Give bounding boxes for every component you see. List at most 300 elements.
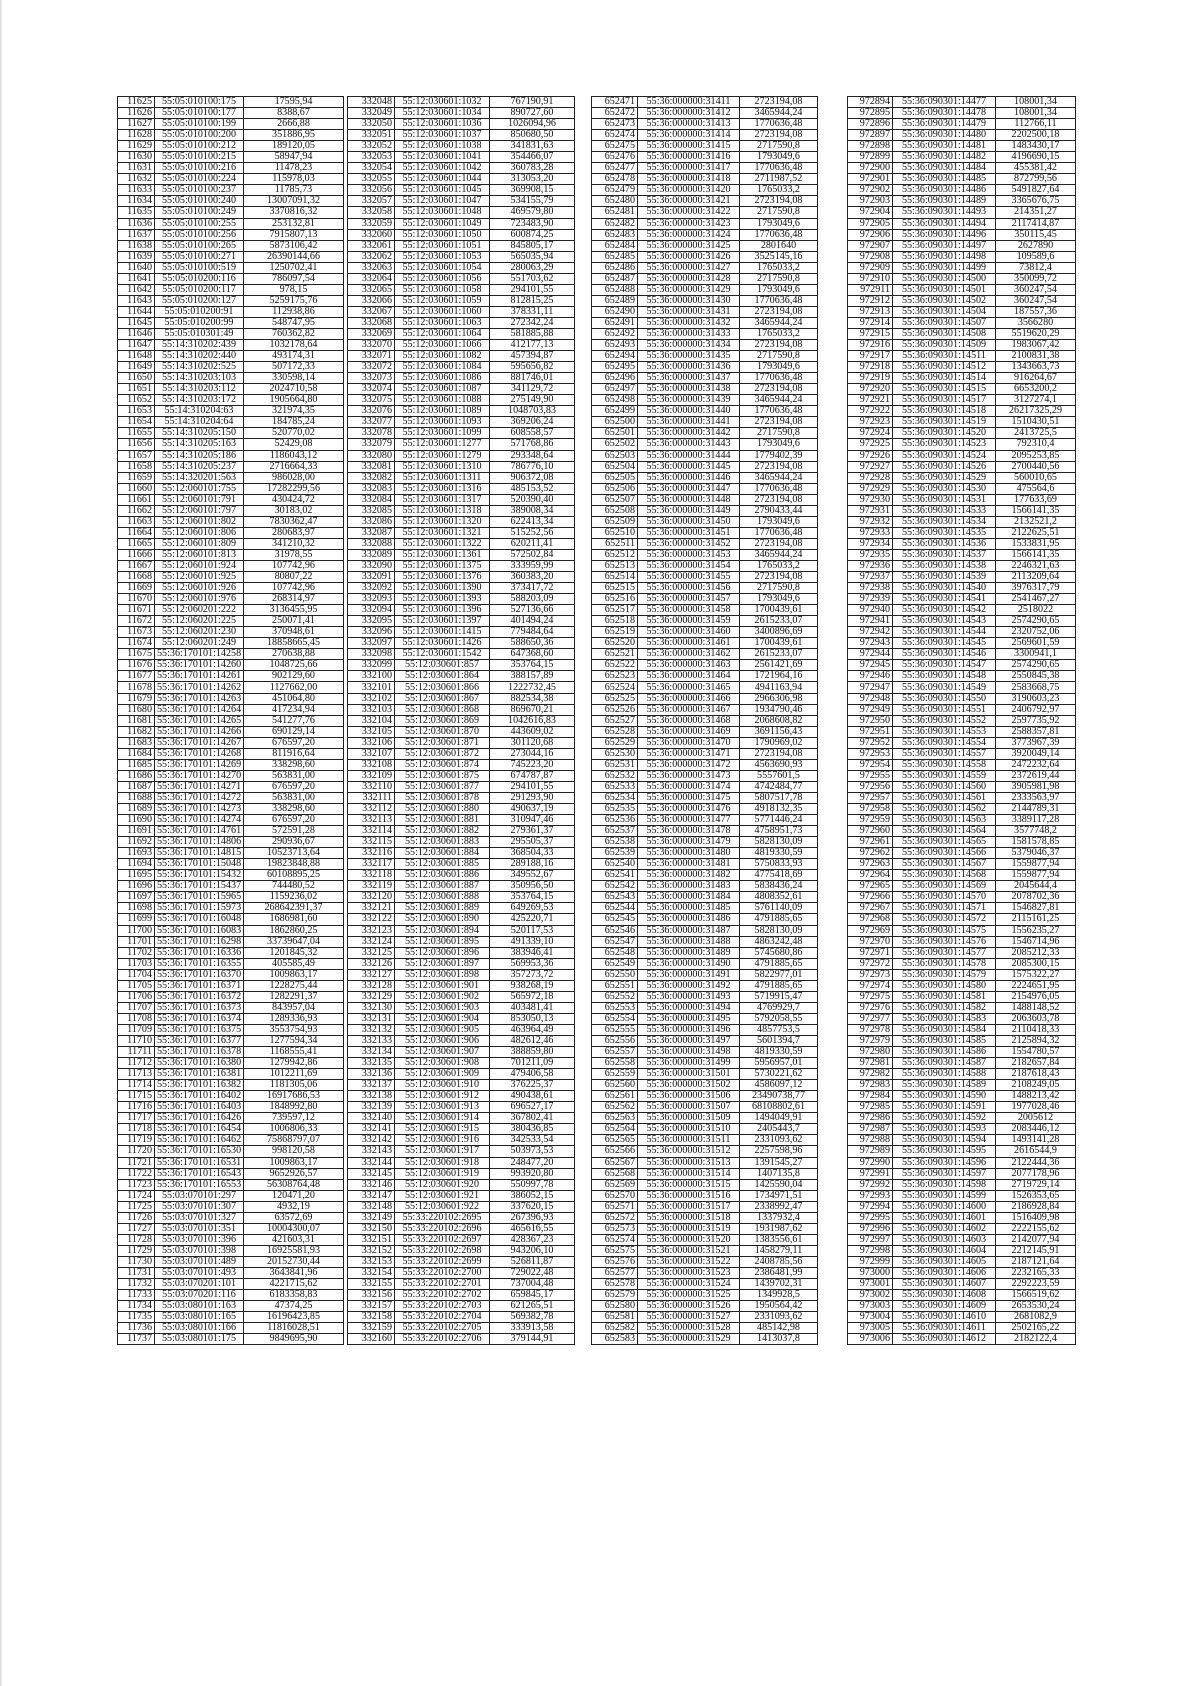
table-row	[592, 715, 818, 726]
cadastral-number: 55:12:030601:1088	[395, 395, 490, 406]
value-cell: 2588357,81	[996, 726, 1076, 737]
cadastral-number: 55:36:170101:15965	[155, 892, 244, 903]
table-row	[592, 815, 818, 826]
row-number: 652527	[592, 715, 638, 726]
table-row	[118, 549, 344, 560]
cadastral-number: 55:36:090301:14520	[893, 428, 996, 439]
row-number: 332099	[348, 660, 395, 671]
row-number: 972969	[848, 925, 893, 936]
row-number: 972903	[848, 196, 893, 207]
cadastral-number: 55:36:000000:31507	[638, 1102, 740, 1113]
value-cell: 2125894,32	[996, 1035, 1076, 1046]
cadastral-number: 55:36:000000:31460	[638, 627, 740, 638]
row-number: 332052	[348, 141, 395, 152]
cadastral-number: 55:36:170101:16402	[155, 1091, 244, 1102]
value-cell: 2472232,64	[996, 759, 1076, 770]
row-number: 973004	[848, 1312, 893, 1323]
table-row	[348, 130, 575, 141]
table-row	[118, 616, 344, 627]
row-number: 11683	[118, 737, 155, 748]
table-row	[118, 892, 344, 903]
row-number: 332106	[348, 737, 395, 748]
row-number: 332154	[348, 1267, 395, 1278]
row-number: 332117	[348, 859, 395, 870]
cadastral-number: 55:12:060101:976	[155, 594, 244, 605]
value-cell: 451064,80	[244, 693, 344, 704]
table-row	[592, 97, 818, 108]
row-number: 652544	[592, 903, 638, 914]
cadastral-number: 55:12:030601:857	[395, 660, 490, 671]
value-cell: 341831,63	[490, 141, 575, 152]
table-row	[592, 892, 818, 903]
row-number: 332150	[348, 1223, 395, 1234]
row-number: 652511	[592, 538, 638, 549]
value-cell: 19823848,88	[244, 859, 344, 870]
value-cell: 350099,72	[996, 273, 1076, 284]
table-row	[848, 483, 1076, 494]
table-row	[348, 792, 575, 803]
row-number: 652522	[592, 660, 638, 671]
value-cell: 330598,14	[244, 373, 344, 384]
value-cell: 2583668,75	[996, 682, 1076, 693]
table-row	[848, 1290, 1076, 1301]
table-row	[592, 947, 818, 958]
value-cell: 388859,80	[490, 1047, 575, 1058]
row-number: 652556	[592, 1035, 638, 1046]
cadastral-number: 55:36:090301:14545	[893, 638, 996, 649]
value-cell: 1526353,65	[996, 1190, 1076, 1201]
value-cell: 2320752,06	[996, 627, 1076, 638]
cadastral-number: 55:36:090301:14592	[893, 1113, 996, 1124]
cadastral-number: 55:05:010100:255	[155, 218, 244, 229]
table-row	[848, 450, 1076, 461]
value-cell: 812815,25	[490, 295, 575, 306]
table-row	[592, 351, 818, 362]
cadastral-number: 55:36:000000:31520	[638, 1234, 740, 1245]
row-number: 11732	[118, 1279, 155, 1290]
table-row	[348, 704, 575, 715]
cadastral-number: 55:36:000000:31442	[638, 428, 740, 439]
cadastral-number: 55:36:090301:14612	[893, 1334, 996, 1345]
row-number: 332075	[348, 395, 395, 406]
value-cell: 2405443,7	[740, 1124, 818, 1135]
value-cell: 107742,96	[244, 583, 344, 594]
cadastral-number: 55:36:170101:16381	[155, 1069, 244, 1080]
row-number: 652513	[592, 560, 638, 571]
cadastral-number: 55:36:000000:31433	[638, 328, 740, 339]
cadastral-number: 55:12:030601:1311	[395, 472, 490, 483]
row-number: 332130	[348, 1002, 395, 1013]
row-number: 11720	[118, 1146, 155, 1157]
row-number: 11678	[118, 682, 155, 693]
row-number: 11655	[118, 428, 155, 439]
value-cell: 1770636,48	[740, 373, 818, 384]
table-row	[118, 560, 344, 571]
cadastral-number: 55:36:170101:14815	[155, 848, 244, 859]
value-cell: 2561421,69	[740, 660, 818, 671]
table-row	[848, 980, 1076, 991]
row-number: 11635	[118, 207, 155, 218]
row-number: 652542	[592, 881, 638, 892]
row-number: 11632	[118, 174, 155, 185]
row-number: 11702	[118, 947, 155, 958]
table-row	[592, 980, 818, 991]
cadastral-number: 55:03:070101:489	[155, 1256, 244, 1267]
value-cell: 23490738,77	[740, 1091, 818, 1102]
value-cell: 428367,23	[490, 1234, 575, 1245]
row-number: 11737	[118, 1334, 155, 1345]
row-number: 11713	[118, 1069, 155, 1080]
cadastral-number: 55:36:170101:16373	[155, 1002, 244, 1013]
value-cell: 2574290,65	[996, 660, 1076, 671]
value-cell: 11785,73	[244, 185, 344, 196]
table-row	[848, 1301, 1076, 1312]
value-cell: 2212145,91	[996, 1245, 1076, 1256]
value-cell: 2801640	[740, 240, 818, 251]
value-cell: 1765033,2	[740, 560, 818, 571]
cadastral-number: 55:36:000000:31488	[638, 936, 740, 947]
value-cell: 380436,85	[490, 1124, 575, 1135]
row-number: 972952	[848, 737, 893, 748]
cadastral-number: 55:33:220102:2696	[395, 1223, 490, 1234]
table-row	[118, 704, 344, 715]
cadastral-number: 55:36:000000:31481	[638, 859, 740, 870]
table-row	[848, 163, 1076, 174]
table-row	[348, 428, 575, 439]
value-cell: 739597,12	[244, 1113, 344, 1124]
table-row	[348, 1234, 575, 1245]
table-row	[118, 505, 344, 516]
table-row	[848, 516, 1076, 527]
table-row	[848, 384, 1076, 395]
table-row	[592, 616, 818, 627]
value-cell: 527136,66	[490, 605, 575, 616]
row-number: 652488	[592, 284, 638, 295]
value-cell: 563831,00	[244, 792, 344, 803]
value-cell: 405585,49	[244, 958, 344, 969]
row-number: 973005	[848, 1323, 893, 1334]
row-number: 332081	[348, 461, 395, 472]
row-number: 972950	[848, 715, 893, 726]
value-cell: 17595,94	[244, 97, 344, 108]
cadastral-number: 55:36:090301:14482	[893, 152, 996, 163]
value-cell: 588650,36	[490, 638, 575, 649]
value-cell: 2095253,85	[996, 450, 1076, 461]
value-cell: 1559877,94	[996, 859, 1076, 870]
value-cell: 3643841,96	[244, 1267, 344, 1278]
row-number: 652536	[592, 815, 638, 826]
value-cell: 1765033,2	[740, 328, 818, 339]
row-number: 973002	[848, 1290, 893, 1301]
cadastral-number: 55:36:090301:14519	[893, 417, 996, 428]
table-row	[348, 870, 575, 881]
table-row	[118, 605, 344, 616]
value-cell: 2723194,08	[740, 384, 818, 395]
table-row	[592, 792, 818, 803]
value-cell: 5771446,24	[740, 815, 818, 826]
table-row	[118, 262, 344, 273]
table-row	[592, 1212, 818, 1223]
cadastral-number: 55:05:010100:177	[155, 108, 244, 119]
cadastral-number: 55:36:090301:14546	[893, 649, 996, 660]
row-number: 972944	[848, 649, 893, 660]
cadastral-number: 55:36:000000:31529	[638, 1334, 740, 1345]
value-cell: 2108249,05	[996, 1080, 1076, 1091]
cadastral-number: 55:36:000000:31455	[638, 572, 740, 583]
cadastral-number: 55:36:000000:31515	[638, 1179, 740, 1190]
cadastral-number: 55:12:030601:1044	[395, 174, 490, 185]
cadastral-number: 55:36:090301:14559	[893, 770, 996, 781]
value-cell: 2005612	[996, 1113, 1076, 1124]
row-number: 972978	[848, 1024, 893, 1035]
table-row	[592, 1312, 818, 1323]
cadastral-number: 55:03:070201:116	[155, 1290, 244, 1301]
value-cell: 350956,50	[490, 881, 575, 892]
cadastral-number: 55:12:030601:1058	[395, 284, 490, 295]
cadastral-number: 55:05:010100:519	[155, 262, 244, 273]
row-number: 972957	[848, 792, 893, 803]
value-cell: 5828130,09	[740, 837, 818, 848]
cadastral-number: 55:36:000000:31477	[638, 815, 740, 826]
value-cell: 1383556,61	[740, 1234, 818, 1245]
table-row	[592, 1168, 818, 1179]
row-number: 332104	[348, 715, 395, 726]
row-number: 332160	[348, 1334, 395, 1345]
table-row	[348, 969, 575, 980]
table-row	[348, 770, 575, 781]
table-row	[848, 130, 1076, 141]
table-row	[348, 936, 575, 947]
row-number: 332121	[348, 903, 395, 914]
cadastral-number: 55:36:000000:31429	[638, 284, 740, 295]
table-row	[118, 1002, 344, 1013]
table-row	[592, 903, 818, 914]
cadastral-number: 55:36:090301:14579	[893, 969, 996, 980]
value-cell: 1458279,11	[740, 1245, 818, 1256]
value-cell: 595656,82	[490, 362, 575, 373]
table-row	[348, 881, 575, 892]
row-number: 972935	[848, 549, 893, 560]
value-cell: 4857753,5	[740, 1024, 818, 1035]
table-row	[348, 483, 575, 494]
cadastral-number: 55:33:220102:2704	[395, 1312, 490, 1323]
table-row	[118, 572, 344, 583]
row-number: 652552	[592, 991, 638, 1002]
cadastral-number: 55:36:090301:14611	[893, 1323, 996, 1334]
cadastral-number: 55:36:090301:14589	[893, 1080, 996, 1091]
cadastral-number: 55:12:030601:909	[395, 1069, 490, 1080]
row-number: 652575	[592, 1245, 638, 1256]
value-cell: 1250702,41	[244, 262, 344, 273]
table-row	[118, 1124, 344, 1135]
value-cell: 294101,55	[490, 781, 575, 792]
row-number: 972899	[848, 152, 893, 163]
value-cell: 5822977,01	[740, 969, 818, 980]
row-number: 332049	[348, 108, 395, 119]
row-number: 332113	[348, 815, 395, 826]
table-row	[348, 505, 575, 516]
value-cell: 248477,20	[490, 1157, 575, 1168]
value-cell: 4758951,73	[740, 826, 818, 837]
cadastral-number: 55:12:030601:1050	[395, 229, 490, 240]
row-number: 972966	[848, 892, 893, 903]
table-row	[848, 439, 1076, 450]
row-number: 11628	[118, 130, 155, 141]
row-number: 332141	[348, 1124, 395, 1135]
row-number: 11671	[118, 605, 155, 616]
table-row	[592, 583, 818, 594]
value-cell: 4586097,12	[740, 1080, 818, 1091]
cadastral-number: 55:05:010100:175	[155, 97, 244, 108]
table-row	[848, 1323, 1076, 1334]
value-cell: 115978,03	[244, 174, 344, 185]
value-cell: 2331093,62	[740, 1312, 818, 1323]
cadastral-number: 55:36:090301:14571	[893, 903, 996, 914]
cadastral-number: 55:36:090301:14542	[893, 605, 996, 616]
value-cell: 2122444,36	[996, 1157, 1076, 1168]
table-row	[848, 240, 1076, 251]
value-cell: 1765033,2	[740, 185, 818, 196]
row-number: 972941	[848, 616, 893, 627]
value-cell: 388157,89	[490, 671, 575, 682]
cadastral-number: 55:12:030601:898	[395, 969, 490, 980]
value-cell: 357273,72	[490, 969, 575, 980]
row-number: 972962	[848, 848, 893, 859]
table-row	[592, 671, 818, 682]
table-row	[118, 870, 344, 881]
table-row	[592, 428, 818, 439]
row-number: 652482	[592, 218, 638, 229]
row-number: 652476	[592, 152, 638, 163]
value-cell: 430424,72	[244, 494, 344, 505]
value-cell: 1048703,83	[490, 406, 575, 417]
value-cell: 1222732,45	[490, 682, 575, 693]
cadastral-number: 55:36:000000:31492	[638, 980, 740, 991]
cadastral-number: 55:12:030601:1049	[395, 218, 490, 229]
value-cell: 3773967,39	[996, 737, 1076, 748]
value-cell: 1566141,35	[996, 549, 1076, 560]
value-cell: 1556235,27	[996, 925, 1076, 936]
cadastral-number: 55:12:060101:791	[155, 494, 244, 505]
cadastral-number: 55:36:000000:31466	[638, 693, 740, 704]
table-row	[348, 627, 575, 638]
cadastral-number: 55:12:030601:895	[395, 936, 490, 947]
row-number: 652549	[592, 958, 638, 969]
value-cell: 1289336,93	[244, 1013, 344, 1024]
cadastral-number: 55:12:030601:908	[395, 1058, 490, 1069]
cadastral-number: 55:33:220102:2698	[395, 1245, 490, 1256]
row-number: 972965	[848, 881, 893, 892]
cadastral-number: 55:36:090301:14478	[893, 108, 996, 119]
row-number: 972902	[848, 185, 893, 196]
value-cell: 1793049,6	[740, 218, 818, 229]
cadastral-number: 55:14:310205:150	[155, 428, 244, 439]
cadastral-number: 55:36:000000:31412	[638, 108, 740, 119]
value-cell: 6653200,2	[996, 384, 1076, 395]
table-row	[118, 792, 344, 803]
value-cell: 2502165,22	[996, 1323, 1076, 1334]
row-number: 332095	[348, 616, 395, 627]
table-row	[848, 1157, 1076, 1168]
table-row	[118, 483, 344, 494]
row-number: 652521	[592, 649, 638, 660]
cadastral-number: 55:36:090301:14606	[893, 1267, 996, 1278]
table-row	[592, 1179, 818, 1190]
table-row	[592, 152, 818, 163]
row-number: 972979	[848, 1035, 893, 1046]
row-number: 972964	[848, 870, 893, 881]
row-number: 652561	[592, 1091, 638, 1102]
table-row	[348, 317, 575, 328]
row-number: 11694	[118, 859, 155, 870]
value-cell: 792310,4	[996, 439, 1076, 450]
row-number: 332158	[348, 1312, 395, 1323]
row-number: 11706	[118, 991, 155, 1002]
row-number: 332071	[348, 351, 395, 362]
row-number: 972953	[848, 748, 893, 759]
value-cell: 60108895,25	[244, 870, 344, 881]
value-cell: 457394,87	[490, 351, 575, 362]
row-number: 11690	[118, 815, 155, 826]
cadastral-number: 55:36:000000:31499	[638, 1058, 740, 1069]
row-number: 652557	[592, 1047, 638, 1058]
table-row	[848, 395, 1076, 406]
row-number: 11703	[118, 958, 155, 969]
table-row	[848, 1069, 1076, 1080]
row-number: 972967	[848, 903, 893, 914]
value-cell: 455381,42	[996, 163, 1076, 174]
cadastral-number: 55:36:170101:16371	[155, 980, 244, 991]
row-number: 972956	[848, 781, 893, 792]
table-row	[592, 759, 818, 770]
row-number: 972924	[848, 428, 893, 439]
value-cell: 1862860,25	[244, 925, 344, 936]
value-cell: 9652926,57	[244, 1168, 344, 1179]
table-row	[592, 848, 818, 859]
table-row	[118, 781, 344, 792]
table-row	[848, 119, 1076, 130]
table-row	[848, 925, 1076, 936]
cadastral-number: 55:12:030601:882	[395, 826, 490, 837]
cadastral-number: 55:05:010200:117	[155, 284, 244, 295]
value-cell: 4941163,94	[740, 682, 818, 693]
value-cell: 2723194,08	[740, 572, 818, 583]
table-row	[848, 1334, 1076, 1345]
value-cell: 1493141,28	[996, 1135, 1076, 1146]
row-number: 652479	[592, 185, 638, 196]
row-number: 973003	[848, 1301, 893, 1312]
row-number: 652532	[592, 770, 638, 781]
row-number: 11693	[118, 848, 155, 859]
row-number: 11654	[118, 417, 155, 428]
row-number: 11650	[118, 373, 155, 384]
cadastral-number: 55:33:220102:2699	[395, 1256, 490, 1267]
cadastral-number: 55:12:030601:887	[395, 881, 490, 892]
value-cell: 4932,19	[244, 1201, 344, 1212]
table-row	[592, 1080, 818, 1091]
table-row	[848, 649, 1076, 660]
row-number: 11625	[118, 97, 155, 108]
value-cell: 2085212,33	[996, 947, 1076, 958]
table-row	[348, 638, 575, 649]
cadastral-number: 55:12:030601:1376	[395, 572, 490, 583]
value-cell: 463964,49	[490, 1024, 575, 1035]
value-cell: 333959,99	[490, 560, 575, 571]
value-cell: 26390144,66	[244, 251, 344, 262]
value-cell: 2182122,4	[996, 1334, 1076, 1345]
table-row	[592, 804, 818, 815]
row-number: 972958	[848, 804, 893, 815]
